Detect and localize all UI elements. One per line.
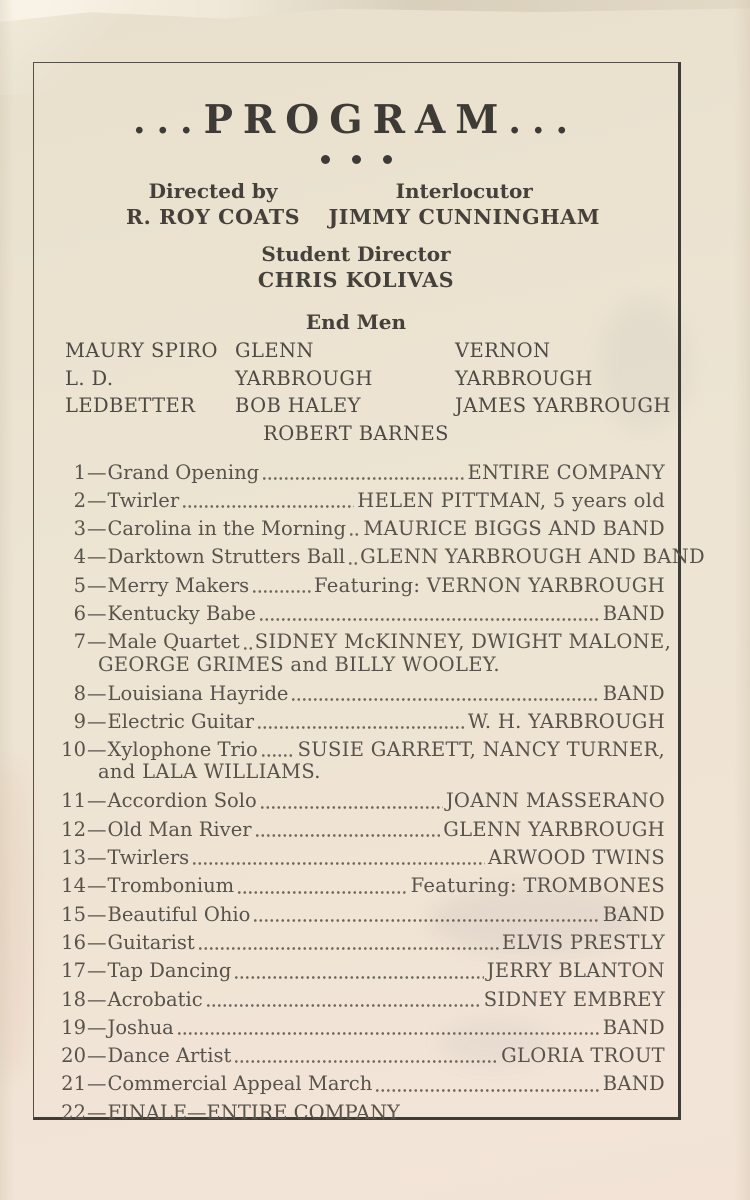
item-dash: — xyxy=(87,959,107,983)
item-number: 19 xyxy=(61,1015,86,1039)
item-dash: — xyxy=(87,930,107,954)
program-item xyxy=(60,680,665,708)
program-item xyxy=(60,600,665,628)
item-title: Joshua xyxy=(107,1015,174,1039)
item-number: 8 xyxy=(73,681,86,705)
dot-leader xyxy=(238,891,407,894)
title-word: PROGRAM xyxy=(203,97,509,143)
item-dash: — xyxy=(87,460,107,484)
dot-leader xyxy=(350,533,360,536)
item-number: 6 xyxy=(73,601,86,625)
dot-leader xyxy=(199,947,499,950)
program-item xyxy=(60,787,665,815)
program-item xyxy=(60,901,665,929)
item-dash: — xyxy=(87,573,107,597)
item-performer: BAND xyxy=(602,1015,665,1039)
item-number: 7 xyxy=(73,630,86,654)
item-performer: W. H. YARBROUGH xyxy=(467,709,665,733)
item-number: 22 xyxy=(61,1100,86,1124)
item-dash: — xyxy=(87,987,107,1011)
dot-leader xyxy=(292,698,599,701)
program-item xyxy=(60,986,665,1014)
end-man-name: JAMES YARBROUGH xyxy=(455,394,671,417)
credit-label: Directed by xyxy=(148,179,278,203)
item-title: Twirler xyxy=(107,488,180,512)
item-title: Beautiful Ohio xyxy=(107,902,251,926)
item-performer: SIDNEY EMBREY xyxy=(483,987,665,1011)
dot-leader xyxy=(253,590,311,593)
end-men-section xyxy=(34,310,678,447)
item-performer: SIDNEY McKINNEY, DWIGHT MALONE, xyxy=(254,630,672,654)
program-item-finale xyxy=(60,1099,665,1127)
item-title: Grand Opening xyxy=(107,460,260,484)
dot-leader xyxy=(258,726,465,729)
program-border-frame xyxy=(33,62,705,1124)
item-performer: JOANN MASSERANO xyxy=(445,789,665,813)
dot-icon xyxy=(352,155,361,164)
item-number: 1 xyxy=(73,460,86,484)
dot-leader xyxy=(261,806,443,809)
item-dash: — xyxy=(87,1072,107,1096)
item-number: 18 xyxy=(61,987,86,1011)
title-trailing-dots: ... xyxy=(508,100,580,142)
credit-label: Interlocutor xyxy=(395,179,533,203)
item-number: 12 xyxy=(61,817,86,841)
item-performer: SUSIE GARRETT, NANCY TURNER, xyxy=(297,738,665,762)
item-performer: Featuring: TROMBONES xyxy=(410,874,665,898)
end-man-name-centered: ROBERT BARNES xyxy=(263,421,449,445)
program-item xyxy=(60,1042,665,1070)
item-title: Acrobatic xyxy=(107,987,203,1011)
item-title: Trombonium xyxy=(107,874,235,898)
item-dash: — xyxy=(87,517,107,541)
item-dash: — xyxy=(87,630,107,654)
item-number: 20 xyxy=(61,1044,86,1068)
ornament-dots xyxy=(34,149,678,159)
item-number: 21 xyxy=(61,1072,86,1096)
item-title: Guitarist xyxy=(107,930,195,954)
item-number: 14 xyxy=(61,874,86,898)
dot-leader xyxy=(183,505,354,508)
end-man-name: MAURY SPIRO xyxy=(65,339,218,362)
item-title: Kentucky Babe xyxy=(107,601,256,625)
item-dash: — xyxy=(87,874,107,898)
credit-name: R. ROY COATS xyxy=(126,205,301,229)
dot-leader xyxy=(244,647,252,650)
item-title: Darktown Strutters Ball xyxy=(107,545,346,569)
dot-leader xyxy=(376,1089,599,1092)
program-item xyxy=(60,487,665,515)
item-dash: — xyxy=(87,738,107,762)
end-man-name: L. D. LEDBETTER xyxy=(65,366,196,417)
item-performer: BAND xyxy=(602,681,665,705)
item-dash: — xyxy=(87,789,107,813)
item-dash: — xyxy=(87,1100,107,1124)
dot-leader xyxy=(207,1004,481,1007)
item-title: FINALE—ENTIRE COMPANY xyxy=(107,1100,400,1124)
item-dash: — xyxy=(87,709,107,733)
item-performer: BAND xyxy=(602,601,665,625)
dot-leader xyxy=(193,862,485,865)
item-number: 2 xyxy=(73,488,86,512)
program-item xyxy=(60,957,665,985)
credits-row xyxy=(34,179,678,231)
item-number: 16 xyxy=(61,930,86,954)
end-men-column xyxy=(455,337,678,420)
program-item xyxy=(60,543,705,571)
program-list xyxy=(34,459,705,1128)
credit-label: Student Director xyxy=(261,242,451,266)
credit-interlocutor xyxy=(328,179,600,231)
dot-leader xyxy=(260,618,600,621)
title-leading-dots: ... xyxy=(132,100,204,142)
end-man-name: BOB HALEY xyxy=(235,394,361,417)
item-number: 4 xyxy=(73,545,86,569)
credit-directed-by xyxy=(126,179,300,231)
item-number: 3 xyxy=(73,517,86,541)
dot-leader xyxy=(254,919,599,922)
item-title: Louisiana Hayride xyxy=(107,681,289,705)
program-item xyxy=(60,844,665,872)
item-number: 11 xyxy=(61,789,86,813)
item-dash: — xyxy=(87,488,107,512)
end-men-heading: End Men xyxy=(305,310,407,334)
item-performer: BAND xyxy=(602,1072,665,1096)
program-item xyxy=(60,1014,665,1042)
item-title: Old Man River xyxy=(107,817,252,841)
item-performer: ELVIS PRESTLY xyxy=(501,930,665,954)
item-title: Electric Guitar xyxy=(107,709,255,733)
item-number: 10 xyxy=(61,738,86,762)
item-number: 15 xyxy=(61,902,86,926)
dot-leader xyxy=(256,834,441,837)
item-performer: JERRY BLANTON xyxy=(486,959,665,983)
item-performer: MAURICE BIGGS AND BAND xyxy=(363,517,665,541)
item-performer: ENTIRE COMPANY xyxy=(467,460,665,484)
item-dash: — xyxy=(87,601,107,625)
item-dash: — xyxy=(87,545,107,569)
dot-leader xyxy=(263,477,464,480)
item-title: Merry Makers xyxy=(107,573,250,597)
end-men-column xyxy=(235,337,455,420)
program-item xyxy=(60,1070,665,1098)
program-item xyxy=(60,872,665,900)
item-dash: — xyxy=(87,1044,107,1068)
item-performer: GLORIA TROUT xyxy=(501,1044,665,1068)
item-title: Tap Dancing xyxy=(107,959,232,983)
item-performer-continued: and LALA WILLIAMS. xyxy=(98,760,321,784)
dot-icon xyxy=(383,155,392,164)
paper-stain xyxy=(0,760,32,1080)
dot-leader xyxy=(235,1060,498,1063)
item-number: 9 xyxy=(73,709,86,733)
item-performer-continued: GEORGE GRIMES and BILLY WOOLEY. xyxy=(98,652,500,676)
item-title: Twirlers xyxy=(107,846,190,870)
dot-leader xyxy=(262,754,295,757)
dot-leader xyxy=(178,1032,600,1035)
program-item xyxy=(60,515,665,543)
dot-icon xyxy=(321,155,330,164)
program-item xyxy=(60,816,665,844)
credit-name: CHRIS KOLIVAS xyxy=(257,268,455,292)
program-item xyxy=(60,572,665,600)
item-dash: — xyxy=(87,817,107,841)
page-title xyxy=(34,97,678,143)
item-dash: — xyxy=(87,902,107,926)
item-title: Male Quartet xyxy=(107,630,240,654)
item-number: 5 xyxy=(73,573,86,597)
program-item xyxy=(60,459,665,487)
item-performer: ARWOOD TWINS xyxy=(488,846,665,870)
item-number: 13 xyxy=(61,846,86,870)
item-title: Carolina in the Morning xyxy=(107,517,346,541)
end-man-name: GLENN YARBROUGH xyxy=(235,339,373,390)
item-dash: — xyxy=(87,846,107,870)
program-item xyxy=(60,929,665,957)
item-title: Xylophone Trio xyxy=(107,738,258,762)
end-men-column xyxy=(65,337,235,420)
end-men-columns xyxy=(34,337,678,420)
item-performer: BAND xyxy=(602,902,665,926)
item-performer: HELEN PITTMAN, 5 years old xyxy=(357,488,665,512)
item-dash: — xyxy=(87,681,107,705)
item-number: 17 xyxy=(61,959,86,983)
item-performer: GLENN YARBROUGH AND BAND xyxy=(360,545,705,569)
item-performer: Featuring: VERNON YARBROUGH xyxy=(314,573,665,597)
item-title: Commercial Appeal March xyxy=(107,1072,373,1096)
program-item xyxy=(60,708,665,736)
item-title: Dance Artist xyxy=(107,1044,232,1068)
dot-leader xyxy=(349,562,357,565)
paper-right-edge-shadow xyxy=(734,0,750,1200)
credit-student-director xyxy=(34,242,678,294)
dot-leader xyxy=(235,976,483,979)
end-man-name: VERNON YARBROUGH xyxy=(455,339,593,390)
item-dash: — xyxy=(87,1015,107,1039)
item-performer: GLENN YARBROUGH xyxy=(443,817,665,841)
credit-name: JIMMY CUNNINGHAM xyxy=(328,205,600,229)
item-title: Accordion Solo xyxy=(107,789,257,813)
